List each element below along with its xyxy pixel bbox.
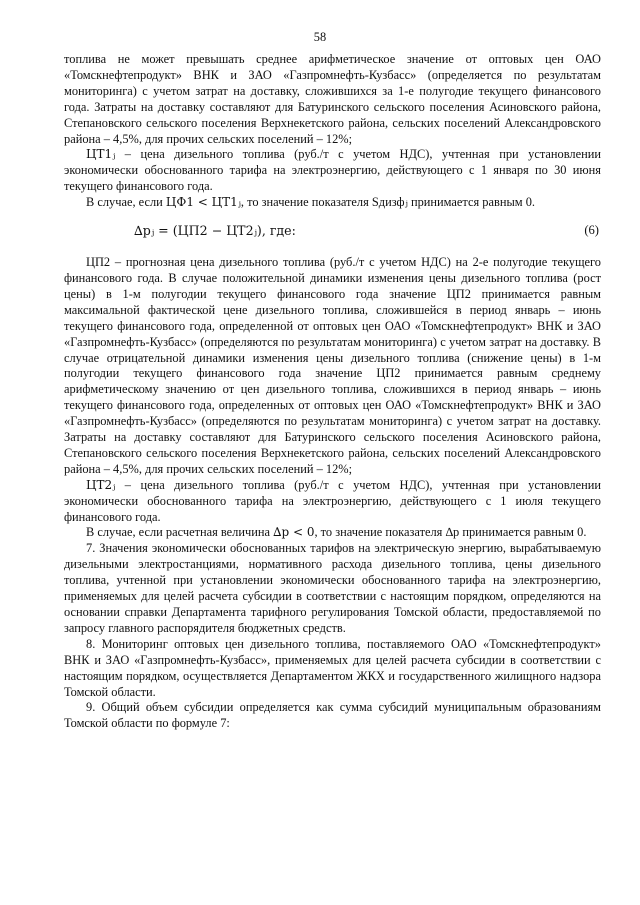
paragraph-ct2-definition <box>64 478 601 526</box>
symbol-cf1-inequality: ЦФ1 < ЦТ1ⱼ <box>165 195 241 210</box>
formula-6-expression: ∆pⱼ = (ЦП2 − ЦТ2ⱼ), где: <box>134 223 296 239</box>
symbol-ct1: ЦТ1ⱼ <box>86 147 116 162</box>
paragraph-fuel-price-cap: топлива не может превышать среднее арифметическое значение от оптовых цен ОАО «Томскнефтепродукт» ВНК и ЗАО «Газпромнефть-Кузбасс» (определяется по результатам мониторинга) с учетом затрат на доставку, сложившихся за 1-е полугодие текущего финансового года. Затраты на доставку составляют для Батуринского сельского поселения Асиновского района, Степановского сельского поселения Верхнекетского района, сельских поселений Александровского района – 4,5%, для прочих сельских поселений – 12%; <box>64 52 601 146</box>
paragraph-delta-condition <box>64 525 601 541</box>
symbol-delta-inequality: ∆p < 0 <box>273 525 315 540</box>
paragraph-item-9: 9. Общий объем субсидии определяется как сумма субсидий муниципальным образованиям Томской области по формуле 7: <box>64 700 601 731</box>
paragraph-cp2-definition: ЦП2 – прогнозная цена дизельного топлива (руб./т с учетом НДС) на 2-е полугодие текущего финансового года. В случае положительной динамики изменения цены дизельного топлива (рост цены) в 1-м полугодии текущего финансового года значение ЦП2 принимается равным максимальной фактической цене дизельного топлива, сложившейся в период январь – июнь текущего финансового года, определенной от оптовых цен ОАО «Томскнефтепродукт» ВНК и ЗАО «Газпромнефть-Кузбасс» (определяются по результатам мониторинга) с учетом затрат на доставку. В случае отрицательной динамики изменения цены дизельного топлива (снижение цены) в 1-м полугодии текущего финансового года значение ЦП2 принимается равным среднему арифметическому значению от цен дизельного топлива, сложившихся в период январь – июнь текущего финансового года, определенных от оптовых цен ОАО «Томскнефтепродукт» ВНК и ЗАО «Газпромнефть-Кузбасс» (определяются по результатам мониторинга) с учетом затрат на доставку. Затраты на доставку составляют для Батуринского сельского поселения Асиновского района, Степановского сельского поселения Верхнекетского района, сельских поселений Александровского района – 4,5%, для прочих сельских поселений – 12%; <box>64 255 601 476</box>
paragraph-item-8: 8. Мониторинг оптовых цен дизельного топлива, поставляемого ОАО «Томскнефтепродукт» ВНК и ЗАО «Газпромнефть-Кузбасс», применяемых для целей расчета субсидии в соответствии с настоящим порядком, осуществляется Департаментом ЖКХ и государственного жилищного надзора Томской области. <box>64 636 601 699</box>
delta-condition-after: , то значение показателя ∆p принимается равным 0. <box>314 525 587 540</box>
paragraph-item-7: 7. Значения экономически обоснованных тарифов на электрическую энергию, вырабатываемую дизельными электростанциями, нормативного расхода дизельного топлива, цены дизельного топлива, учтенной при установлении экономически обоснованного тарифа на электроэнергию, применяемых для целей расчета субсидии в соответствии с настоящим порядком, определяются на основании справки Департамента тарифного регулирования Томской области, предоставляемой по запросу главного распорядителя бюджетных средств. <box>64 541 601 635</box>
paragraph-ct1-definition <box>64 147 601 195</box>
delta-condition-before: В случае, если расчетная величина <box>86 525 274 540</box>
ct2-definition-text: – цена дизельного топлива (руб./т с учетом НДС), учтенная при установлении экономически обоснованного тарифа на электроэнергию, действующего с 1 июля текущего финансового года. <box>64 477 601 524</box>
formula-6-number: (6) <box>584 223 599 238</box>
formula-6 <box>64 221 601 241</box>
ct1-definition-text: – цена дизельного топлива (руб./т с учетом НДС), учтенная при установлении экономически обоснованного тарифа на электроэнергию, действующего с 1 января по 30 июня текущего финансового года. <box>64 147 601 194</box>
cf1-condition-before: В случае, если <box>86 195 166 210</box>
paragraph-cf1-condition <box>64 195 601 211</box>
cf1-condition-after: , то значение показателя Sдизфⱼ принимается равным 0. <box>240 195 536 210</box>
document-body <box>64 52 601 732</box>
page-number: 58 <box>313 30 327 44</box>
symbol-ct2: ЦТ2ⱼ <box>86 477 116 492</box>
